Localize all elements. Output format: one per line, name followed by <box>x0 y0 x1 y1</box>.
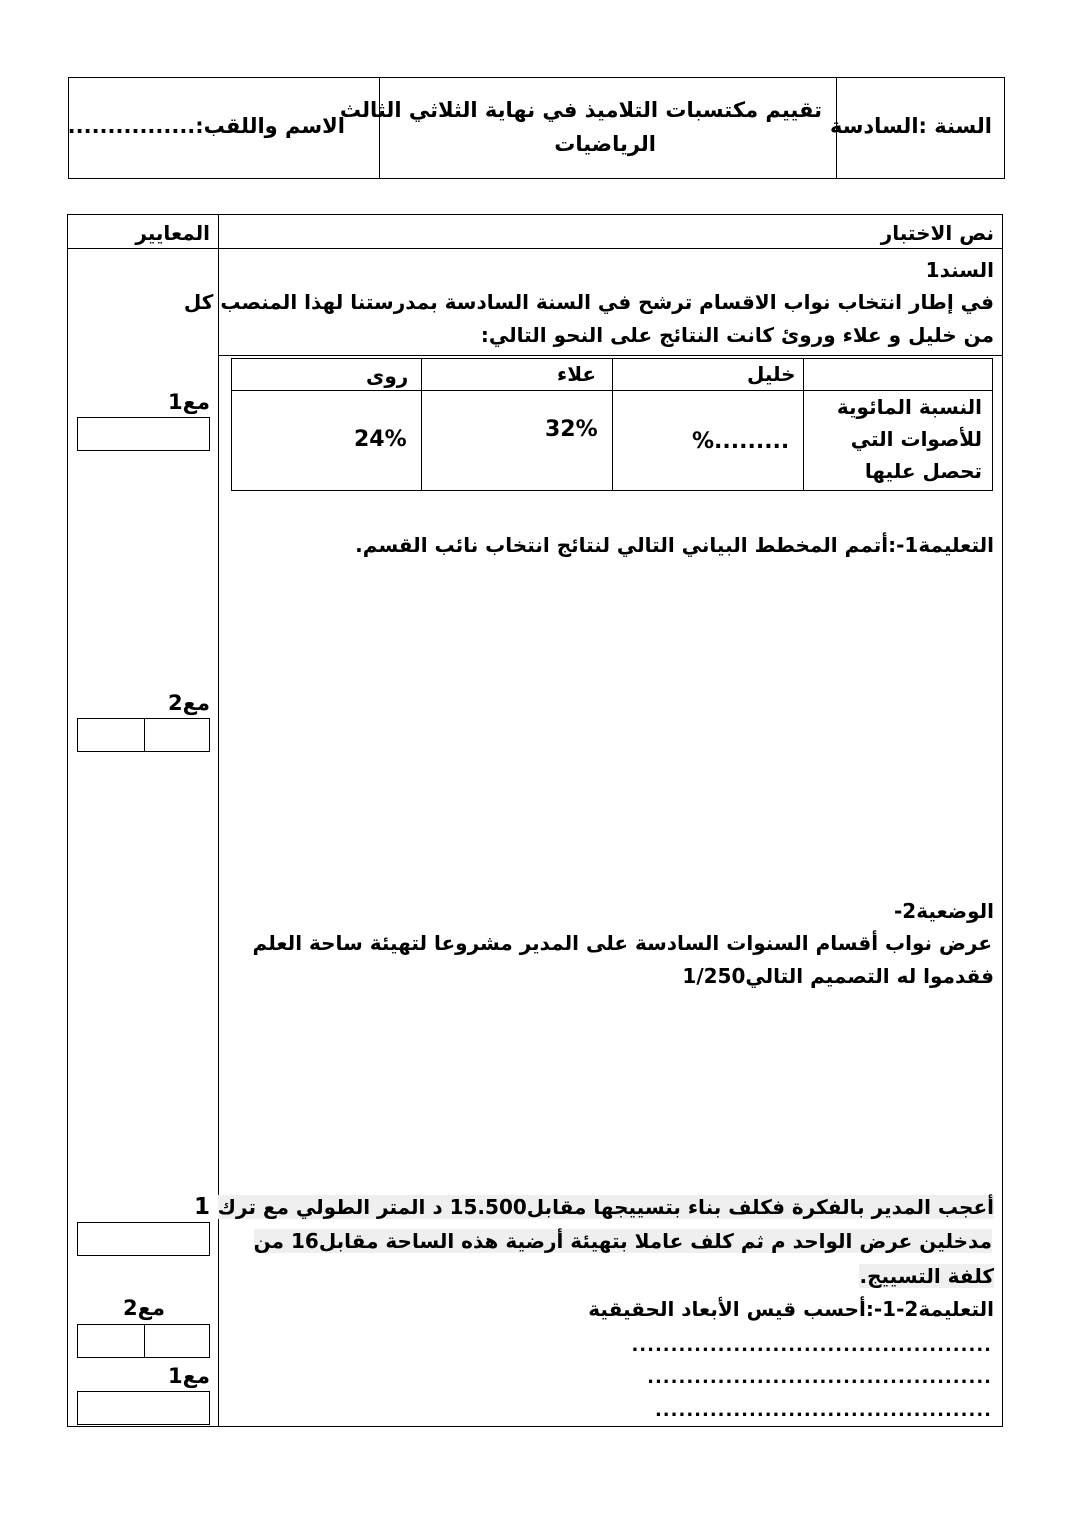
score-box-1[interactable] <box>77 417 210 451</box>
header-roua: روى <box>366 364 409 388</box>
subject-title: الرياضيات <box>554 132 656 156</box>
year-label: السنة :السادسة <box>830 114 992 138</box>
test-text-heading: نص الاختبار <box>880 221 994 245</box>
header-khalil: خليل <box>747 362 796 386</box>
paragraph-line1: أعجب المدير بالفكرة فكلف بناء بتسييجها مقابل15.500 د المتر الطولي مع ترك <box>217 1195 994 1219</box>
title-cell <box>339 78 836 178</box>
score-box-4[interactable] <box>77 1324 210 1358</box>
criterion-label-1: مع1 <box>168 390 210 414</box>
sanad1-title: السند1 <box>925 258 994 282</box>
sanad1-line2: من خليل و علاء وروئ كانت النتائج على النحو التالي: <box>480 323 994 347</box>
paragraph-line2: مدخلين عرض الواحد م ثم كلف عاملا بتهيئة أرضية هذه الساحة مقابل16 من <box>253 1229 992 1253</box>
answer-line-2[interactable]: ............................................ <box>647 1367 992 1388</box>
criterion-label-4: مع2 <box>123 1296 165 1320</box>
header-alaa: علاء <box>557 362 597 386</box>
criteria-heading: المعايير <box>135 221 210 245</box>
sanad-divider <box>218 355 1003 356</box>
instruction2: التعليمة2-1-:أحسب قيس الأبعاد الحقيقية <box>588 1297 994 1321</box>
sanad1-line1: في إطار انتخاب نواب الاقسام ترشح في السنة السادسة بمدرستنا لهذا المنصب كل <box>183 290 994 314</box>
situation2-title: الوضعية2- <box>893 899 994 923</box>
header-box <box>68 77 1005 179</box>
paragraph-line3: كلفة التسييج. <box>859 1264 994 1288</box>
value-alaa: 32% <box>545 417 598 442</box>
situation2-line1: عرض نواب أقسام السنوات السادسة على المدير مشروعا لتهيئة ساحة العلم <box>252 931 992 955</box>
exam-title: تقييم مكتسبات التلاميذ في نهاية الثلاثي الثالث <box>339 98 822 122</box>
votes-table <box>231 358 993 491</box>
row-label-line1: النسبة المائوية <box>836 395 982 419</box>
score-box-2[interactable] <box>77 718 210 752</box>
score-box-3[interactable] <box>77 1222 210 1256</box>
row-label-line2: للأصوات التي <box>850 427 982 451</box>
answer-line-3[interactable]: ........................................... <box>654 1400 992 1421</box>
situation2-line2: فقدموا له التصميم التالي1/250 <box>682 964 994 988</box>
answer-line-1[interactable]: .............................................. <box>631 1335 992 1356</box>
value-khalil[interactable]: %......... <box>692 429 790 454</box>
criterion-label-2: مع2 <box>168 691 210 715</box>
criterion-label-3: 1 <box>193 1194 210 1220</box>
year-cell <box>830 78 1004 178</box>
value-roua: 24% <box>354 427 407 452</box>
row-label-line3: تحصل عليها <box>864 459 982 483</box>
header-row-divider <box>67 248 1003 249</box>
score-box-5[interactable] <box>77 1391 210 1425</box>
criterion-label-5: مع1 <box>168 1364 210 1388</box>
column-divider <box>218 214 219 1427</box>
name-cell <box>69 78 379 178</box>
instruction1: التعليمة1-:أتمم المخطط البياني التالي لنتائج انتخاب نائب القسم. <box>355 533 994 557</box>
student-name-field[interactable]: الاسم واللقب:................ <box>67 114 345 138</box>
